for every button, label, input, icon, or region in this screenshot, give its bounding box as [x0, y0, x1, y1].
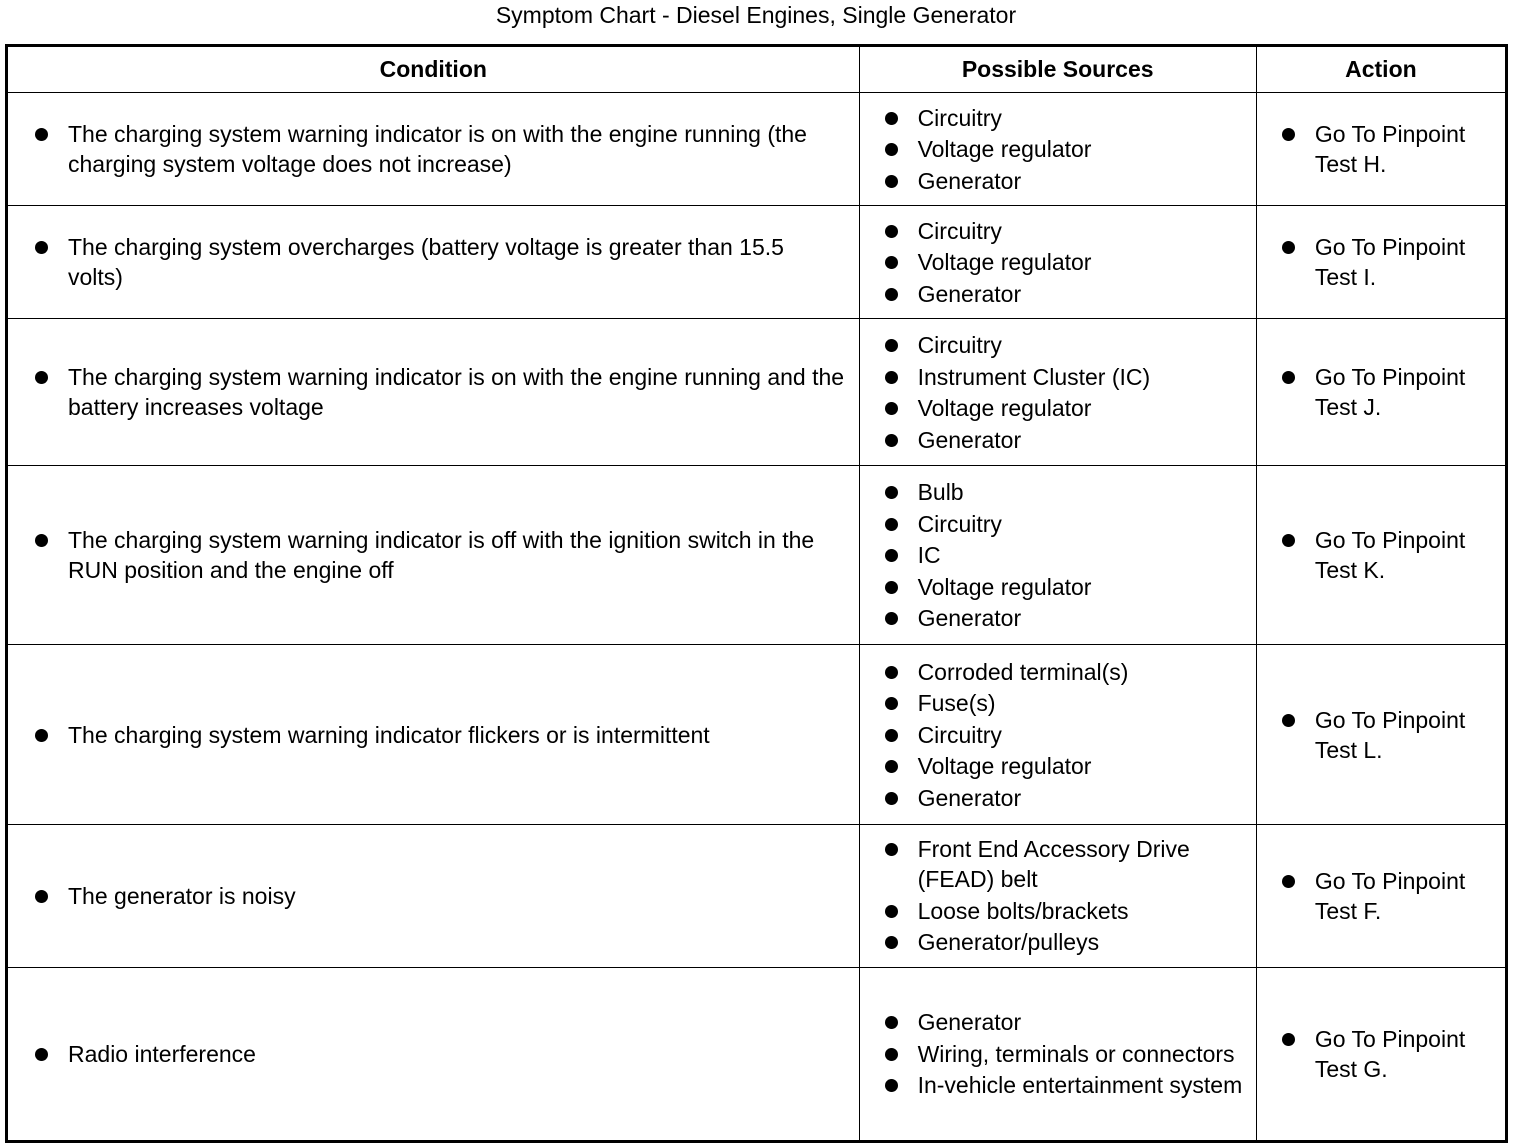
- source-item: Generator: [918, 603, 1246, 633]
- condition-header: Condition: [7, 46, 860, 93]
- action-list: [1315, 232, 1495, 292]
- table-row: [7, 466, 1507, 645]
- sources-list: [918, 834, 1246, 957]
- action-list: [1315, 1024, 1495, 1084]
- action-item: Go To Pinpoint Test G.: [1315, 1024, 1495, 1084]
- possible-sources-cell: [859, 206, 1256, 319]
- condition-list: [68, 720, 845, 750]
- source-item: Circuitry: [918, 509, 1246, 539]
- sources-list: [918, 330, 1246, 455]
- possible-sources-header: Possible Sources: [859, 46, 1256, 93]
- condition-item: Radio interference: [68, 1039, 845, 1069]
- action-list: [1315, 705, 1495, 765]
- source-item: Generator: [918, 1007, 1246, 1037]
- source-item: Wiring, terminals or connectors: [918, 1039, 1246, 1069]
- condition-cell: [7, 206, 860, 319]
- source-item: Circuitry: [918, 103, 1246, 133]
- action-item: Go To Pinpoint Test F.: [1315, 866, 1495, 926]
- possible-sources-cell: [859, 466, 1256, 645]
- condition-list: [68, 881, 845, 911]
- source-item: Front End Accessory Drive (FEAD) belt: [918, 834, 1246, 894]
- possible-sources-cell: [859, 93, 1256, 206]
- action-list: [1315, 525, 1495, 585]
- condition-item: The charging system warning indicator is on with the engine running (the charging system voltage does not increase): [68, 119, 845, 179]
- action-item: Go To Pinpoint Test L.: [1315, 705, 1495, 765]
- source-item: Generator/pulleys: [918, 927, 1246, 957]
- table-row: [7, 319, 1507, 466]
- condition-list: [68, 1039, 845, 1069]
- source-item: Loose bolts/brackets: [918, 896, 1246, 926]
- condition-list: [68, 119, 845, 179]
- condition-list: [68, 232, 845, 292]
- source-item: IC: [918, 540, 1246, 570]
- condition-cell: [7, 824, 860, 967]
- table-row: [7, 824, 1507, 967]
- action-cell: [1256, 645, 1506, 824]
- action-item: Go To Pinpoint Test J.: [1315, 362, 1495, 422]
- table-row: [7, 206, 1507, 319]
- action-header: Action: [1256, 46, 1506, 93]
- table-row: [7, 93, 1507, 206]
- action-cell: [1256, 967, 1506, 1141]
- source-item: Corroded terminal(s): [918, 657, 1246, 687]
- condition-list: [68, 362, 845, 422]
- source-item: Generator: [918, 425, 1246, 455]
- action-item: Go To Pinpoint Test I.: [1315, 232, 1495, 292]
- action-list: [1315, 866, 1495, 926]
- action-list: [1315, 119, 1495, 179]
- action-cell: [1256, 824, 1506, 967]
- possible-sources-cell: [859, 645, 1256, 824]
- action-item: Go To Pinpoint Test K.: [1315, 525, 1495, 585]
- condition-cell: [7, 93, 860, 206]
- sources-list: [918, 1007, 1246, 1100]
- source-item: Generator: [918, 166, 1246, 196]
- chart-title: Symptom Chart - Diesel Engines, Single Generator: [495, 2, 1017, 28]
- condition-item: The generator is noisy: [68, 881, 845, 911]
- sources-list: [918, 657, 1246, 813]
- possible-sources-cell: [859, 319, 1256, 466]
- sources-list: [918, 216, 1246, 309]
- action-cell: [1256, 93, 1506, 206]
- condition-list: [68, 525, 845, 585]
- action-cell: [1256, 466, 1506, 645]
- condition-item: The charging system warning indicator is on with the engine running and the battery increases voltage: [68, 364, 845, 421]
- source-item: Generator: [918, 279, 1246, 309]
- table-row: [7, 645, 1507, 824]
- source-item: Voltage regulator: [918, 572, 1246, 602]
- condition-cell: [7, 319, 860, 466]
- sources-list: [918, 477, 1246, 633]
- source-item: Circuitry: [918, 330, 1246, 360]
- source-item: Voltage regulator: [918, 393, 1246, 423]
- action-list: [1315, 362, 1495, 422]
- action-item: Go To Pinpoint Test H.: [1315, 119, 1495, 179]
- source-item: In-vehicle entertainment system: [918, 1070, 1246, 1100]
- sources-list: [918, 103, 1246, 196]
- condition-item: The charging system warning indicator flickers or is intermittent: [68, 720, 845, 750]
- source-item: Fuse(s): [918, 688, 1246, 718]
- condition-cell: [7, 466, 860, 645]
- source-item: Bulb: [918, 477, 1246, 507]
- source-item: Generator: [918, 783, 1246, 813]
- condition-cell: [7, 645, 860, 824]
- source-item: Voltage regulator: [918, 134, 1246, 164]
- condition-item: The charging system overcharges (battery voltage is greater than 15.5 volts): [68, 232, 845, 292]
- symptom-chart-table: [5, 44, 1508, 1143]
- table-row: [7, 967, 1507, 1141]
- possible-sources-cell: [859, 824, 1256, 967]
- condition-item: The charging system warning indicator is off with the ignition switch in the RUN position and the engine off: [68, 525, 845, 585]
- source-item: Circuitry: [918, 720, 1246, 750]
- source-item: Voltage regulator: [918, 247, 1246, 277]
- table-header-row: [7, 46, 1507, 93]
- action-cell: [1256, 319, 1506, 466]
- table-body: [7, 93, 1507, 1142]
- source-item: Instrument Cluster (IC): [918, 362, 1246, 392]
- possible-sources-cell: [859, 967, 1256, 1141]
- source-item: Circuitry: [918, 216, 1246, 246]
- source-item: Voltage regulator: [918, 751, 1246, 781]
- action-cell: [1256, 206, 1506, 319]
- condition-cell: [7, 967, 860, 1141]
